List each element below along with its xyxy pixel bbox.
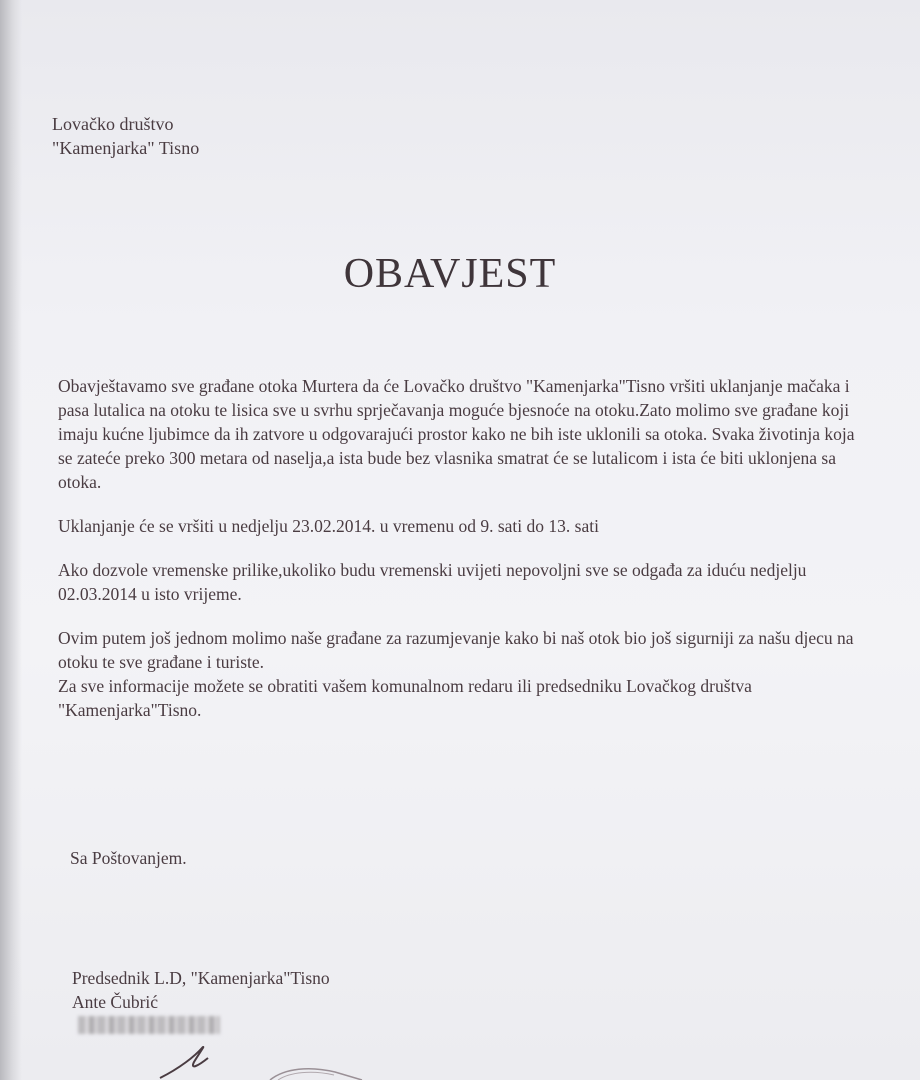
sender-line-1: Lovačko društvo: [52, 114, 174, 134]
closing-greeting: Sa Poštovanjem.: [70, 848, 187, 868]
notice-body: [58, 374, 858, 722]
paragraph-weather: Ako dozvole vremenske prilike,ukoliko budu vremenski uvijeti nepovoljni sve se odgađa za iduću nedjelju 02.03.2014 u isto vrijeme.: [58, 560, 807, 604]
paragraph-date: Uklanjanje će se vršiti u nedjelju 23.02.2014. u vremenu od 9. sati do 13. sati: [58, 516, 599, 536]
redacted-phone: [78, 1016, 220, 1034]
page-edge-shadow: [0, 0, 22, 1080]
handwritten-signature-mark: [150, 1038, 370, 1080]
signature-role: Predsednik L.D, "Kamenjarka"Tisno: [72, 968, 330, 988]
document-title: OBAVJEST: [343, 251, 557, 297]
paragraph-announcement: Obavještavamo sve građane otoka Murtera da će Lovačko društvo "Kamenjarka"Tisno vršiti uklanjanje mačaka i pasa lutalica na otoku te lisica sve u svrhu sprječavanja moguće bjesnoće na otoku.Zato molimo sve građane koji imaju kućne ljubimce da ih zatvore u odgovarajući prostor kako ne bih iste uklonili sa otoka. Svaka životinja koja se zateće preko 300 metara od naselja,a ista bude bez vlasnika smatrat će se lutalicom i ista će biti uklonjena sa otoka.: [58, 376, 855, 492]
paragraph-understanding: Ovim putem još jednom molimo naše građane za razumjevanje kako bi naš otok bio još sigurniji za našu djecu na otoku te sve građane i turiste.: [58, 628, 854, 672]
paragraph-contact: Za sve informacije možete se obratiti vašem komunalnom redaru ili predsedniku Lovačkog društva "Kamenjarka"Tisno.: [58, 676, 752, 720]
signature-block: [72, 966, 330, 1014]
sender-block: [52, 112, 199, 160]
sender-line-2: "Kamenjarka" Tisno: [52, 138, 200, 158]
signature-name: Ante Čubrić: [72, 992, 159, 1012]
